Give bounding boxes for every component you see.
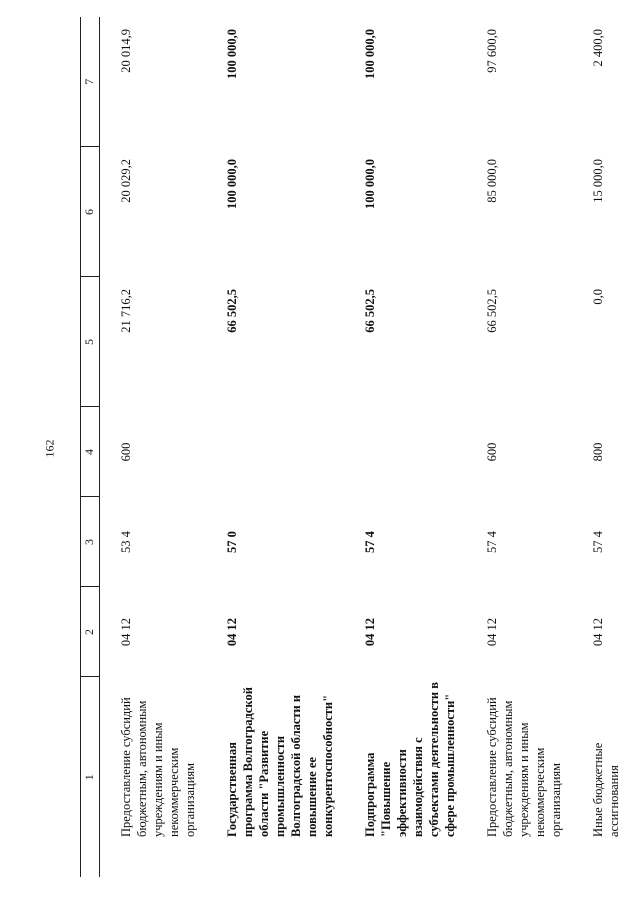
rotated-table-container: [80, 17, 620, 877]
row-name: Предоставление субсидий бюджетным, автономным учреждениям и иным некоммерческим организациям: [119, 697, 197, 837]
row-amount-col6: 85 000,0: [485, 159, 499, 203]
row-amount-col7: 100 000,0: [363, 29, 377, 79]
header-col-6: 6: [81, 147, 100, 277]
row-program-code: 53 4: [119, 531, 133, 553]
row-amount-col6: 100 000,0: [363, 159, 377, 209]
row-amount-col5: 21 716,2: [119, 289, 133, 333]
row-section-code: 04 12: [119, 617, 133, 647]
header-col-5: 5: [81, 277, 100, 407]
row-program-code: 57 0: [225, 531, 239, 553]
row-expense-type: 600: [119, 442, 133, 462]
row-name: Подпрограмма "Повышение эффективности взаимодействия с субъектами деятельности в сфере промышленности": [363, 682, 457, 837]
header-col-3: 3: [81, 497, 100, 587]
row-section-code: 04 12: [363, 617, 377, 647]
table-row: [572, 17, 630, 877]
table-row: [344, 17, 466, 877]
row-program-code: 57 4: [591, 531, 605, 553]
row-expense-type: [206, 407, 344, 497]
header-col-2: 2: [81, 587, 100, 677]
row-name: Государственная программа Волгоградской области "Развитие промышленности Волгоградской области и повышение ее конкурентоспособности": [225, 687, 335, 837]
row-section-code: 04 12: [485, 617, 499, 647]
row-amount-col5: 66 502,5: [485, 289, 499, 333]
row-amount-col5: 0,0: [591, 289, 605, 305]
row-amount-col5: 66 502,5: [363, 289, 377, 333]
row-amount-col5: 66 502,5: [225, 289, 239, 333]
row-amount-col7: 97 600,0: [485, 29, 499, 73]
header-col-1: 1: [81, 677, 100, 877]
row-amount-col7: 20 014,9: [119, 29, 133, 73]
row-expense-type: 600: [485, 442, 499, 462]
row-section-code: 04 12: [591, 617, 605, 647]
table-row: [466, 17, 572, 877]
row-amount-col6: 100 000,0: [225, 159, 239, 209]
row-section-code: 04 12: [225, 617, 239, 647]
row-name: Иные бюджетные ассигнования: [591, 742, 621, 837]
row-program-code: 57 4: [363, 531, 377, 553]
row-program-code: 57 4: [485, 531, 499, 553]
header-col-4: 4: [81, 407, 100, 497]
row-amount-col6: 20 029,2: [119, 159, 133, 203]
table-row: [100, 17, 207, 877]
row-expense-type: [344, 407, 466, 497]
table-row: [206, 17, 344, 877]
row-amount-col7: 2 400,0: [591, 29, 605, 67]
header-row: [81, 17, 100, 877]
row-amount-col6: 15 000,0: [591, 159, 605, 203]
header-col-7: 7: [81, 17, 100, 147]
budget-table: [80, 17, 630, 877]
row-name: Предоставление субсидий бюджетным, автономным учреждениям и иным некоммерческим организациям: [485, 697, 563, 837]
row-expense-type: 800: [591, 442, 605, 462]
row-amount-col7: 100 000,0: [225, 29, 239, 79]
page-number: 162: [42, 439, 57, 458]
